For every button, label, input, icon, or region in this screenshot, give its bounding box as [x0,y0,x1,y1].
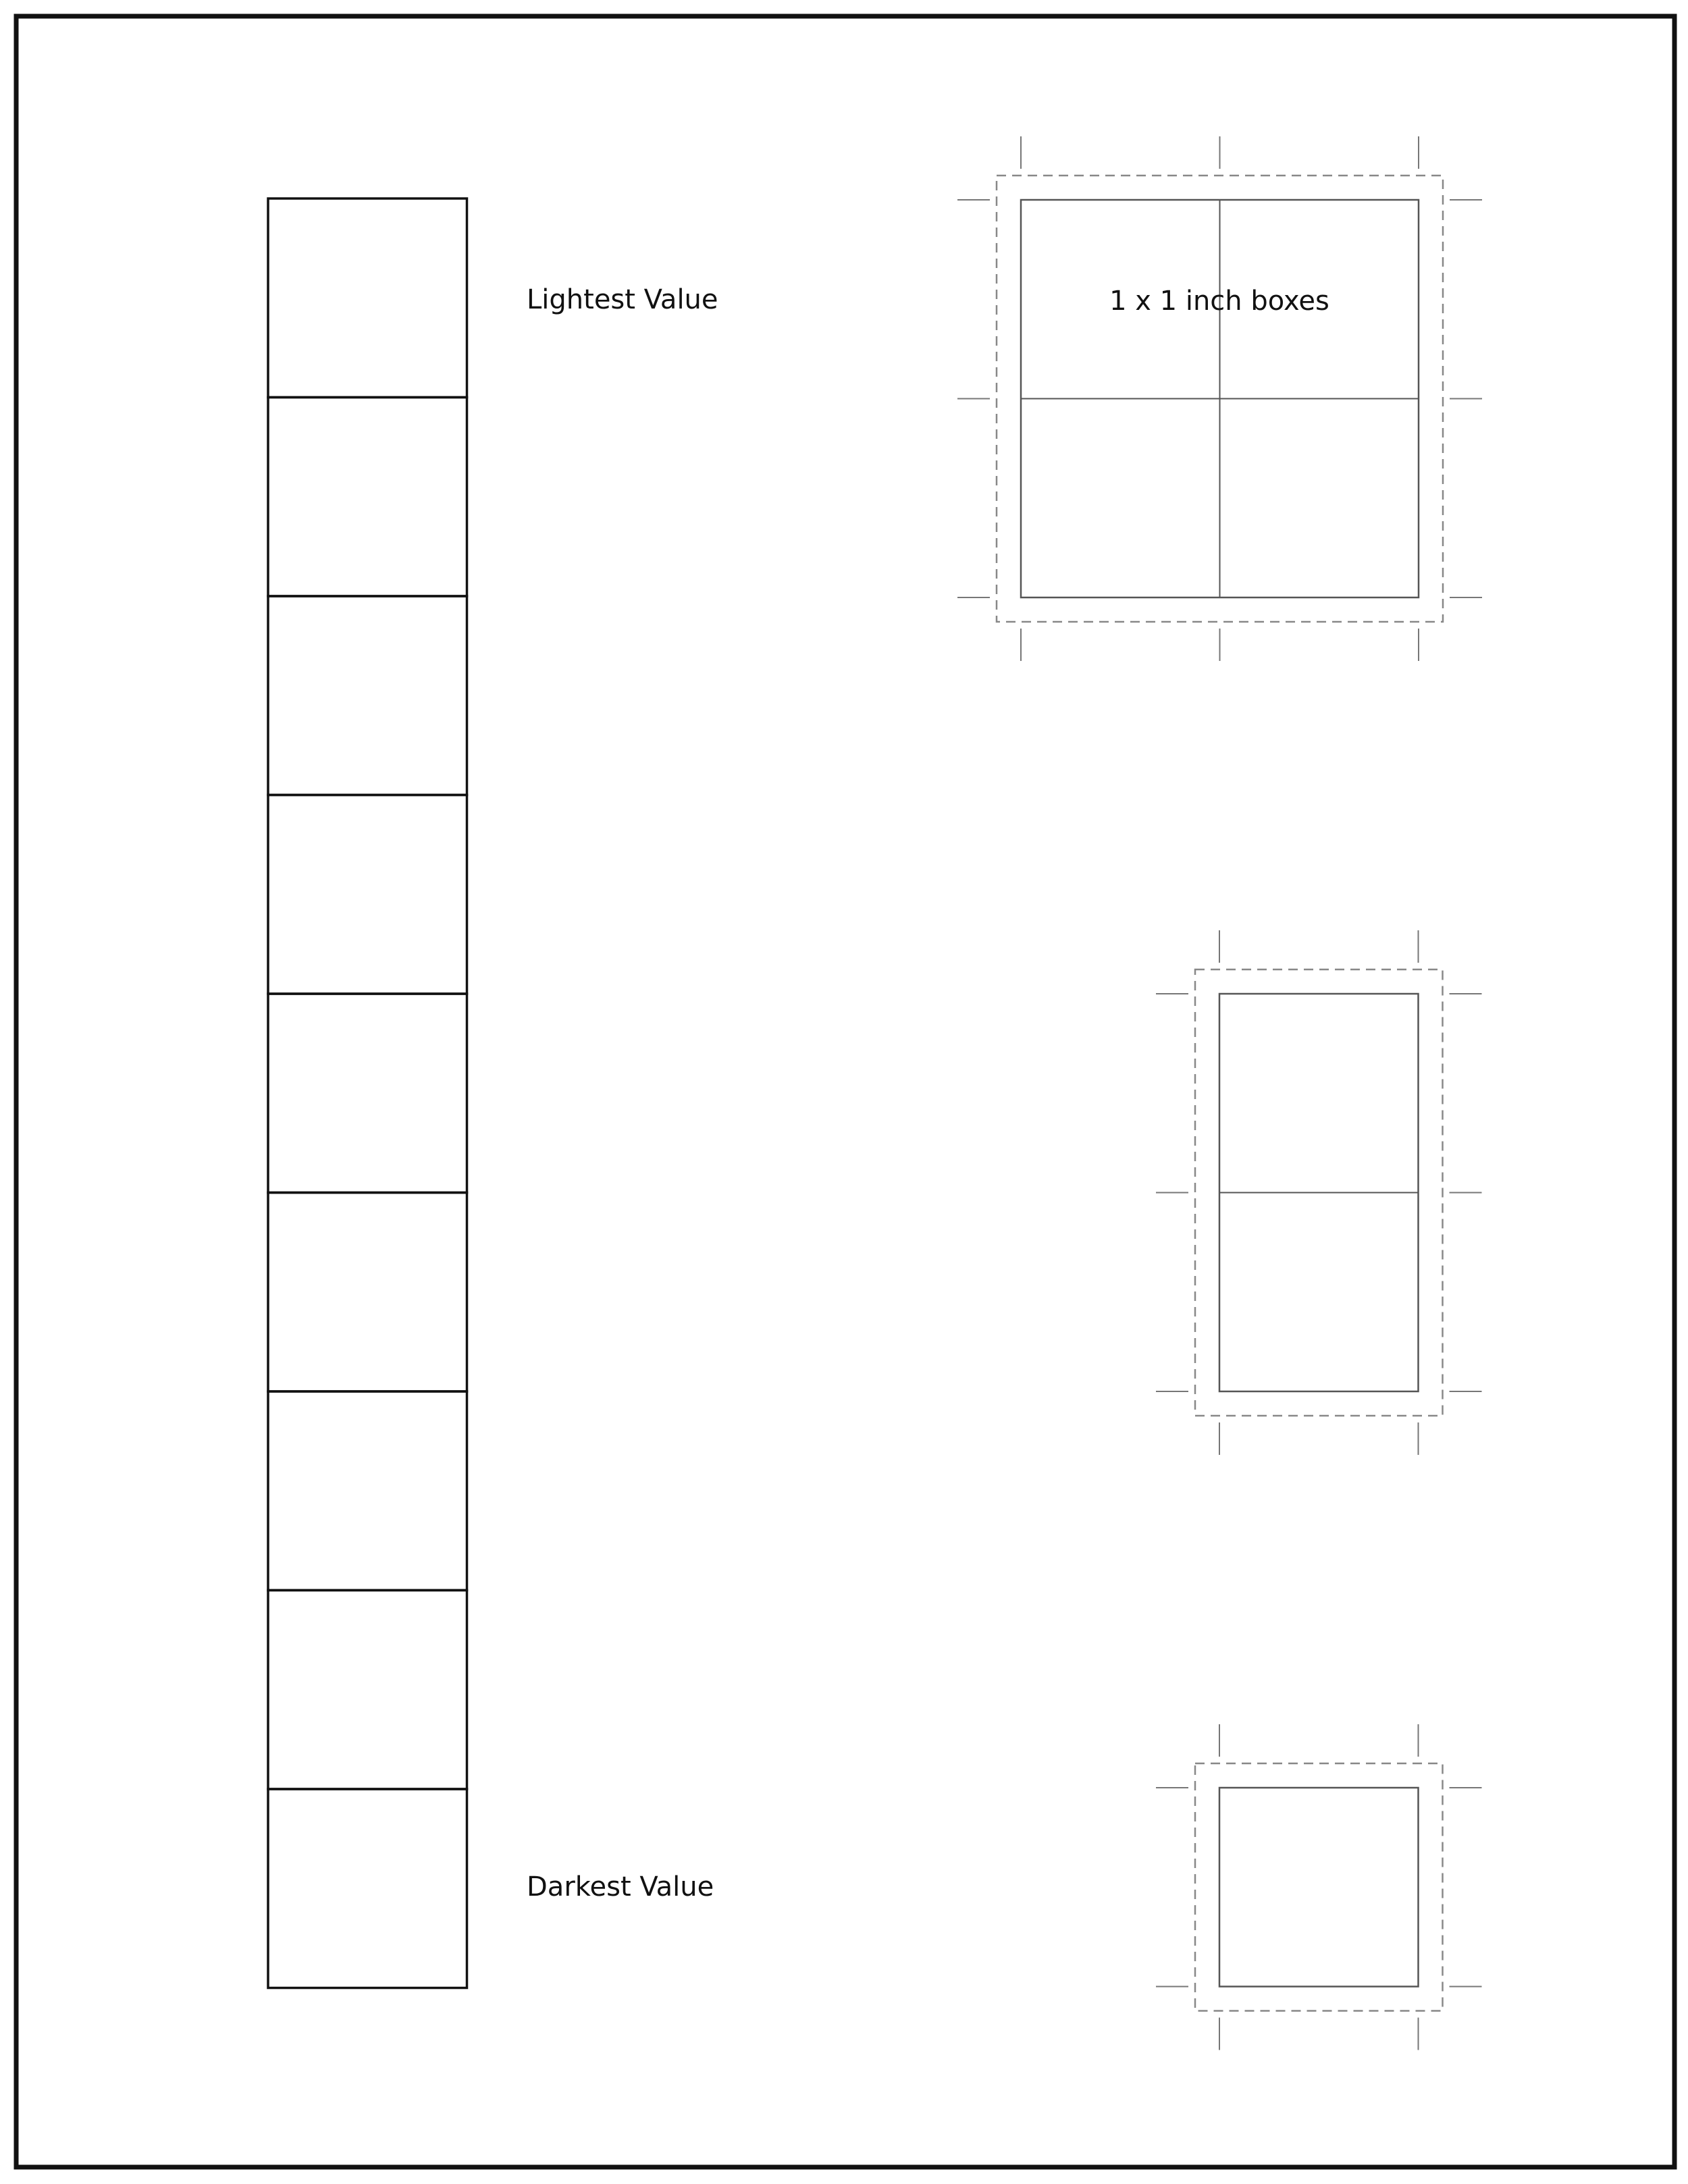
page-frame [16,16,1674,2167]
darkest-value-label: Darkest Value [527,1871,714,1902]
value-scale-cell [268,398,467,597]
value-scale-cell [268,596,467,795]
box-size-note: 1 x 1 inch boxes [1109,286,1329,317]
value-scale-cell [268,1193,467,1392]
dashed-trim-border [1195,1763,1443,2011]
value-scale-cell [268,1391,467,1591]
value-scale-cell [268,1789,467,1988]
value-scale-cell [268,795,467,994]
template-box [1219,1788,1419,1987]
value-scale-cell [268,1591,467,1790]
value-scale [268,198,467,1988]
lightest-value-label: Lightest Value [527,284,718,315]
value-scale-cell [268,994,467,1193]
crop-template-two-by-two [957,136,1482,661]
crop-template-one-by-one [1156,1724,1482,2050]
value-scale-cell [268,198,467,398]
crop-template-one-by-two [1156,930,1482,1455]
